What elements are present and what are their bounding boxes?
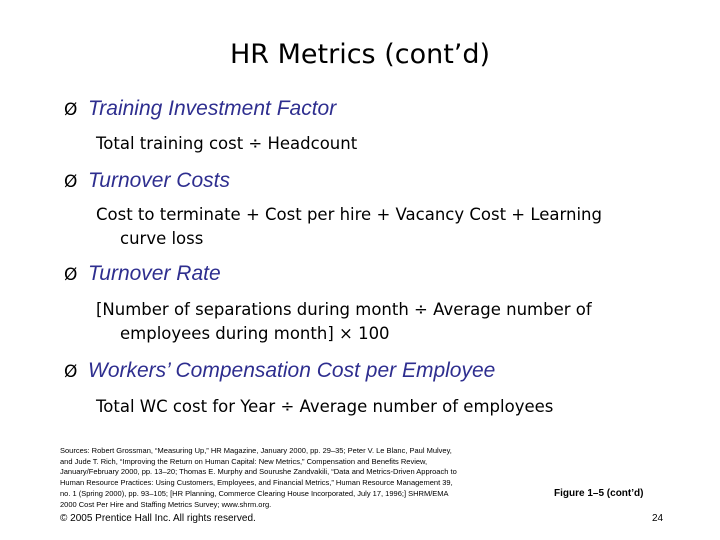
detail-workers-compensation [96,395,553,419]
sources-line: January/February 2000, pp. 13–20; Thomas E. Murphy and Sourushe Zandvakili, “Data and Metrics-Driven Approach to [60,467,457,477]
sources-line: Human Resource Practices: Using Customers, Employees, and Financial Metrics,” Human Resource Management 39, [60,478,453,488]
sources-line: no. 1 (Spring 2000), pp. 93–105; [HR Planning, Commerce Clearing House Incorporated, July 17, 1996;] SHRM/EMA [60,488,449,498]
bullet-training-investment-factor [64,96,336,123]
detail-line: [Number of separations during month ÷ Average number of [96,300,592,319]
bullet-turnover-costs [64,168,230,195]
sources-note [60,446,540,510]
bullet-turnover-rate [64,261,221,288]
detail-training-investment-factor [96,132,357,156]
figure-caption: Figure 1–5 (cont’d) [554,488,644,499]
arrow-bullet-icon: Ø [64,100,78,120]
sources-line: 2000 Cost Per Hire and Staffing Metrics Survey; www.shrm.org. [60,499,272,509]
page-number: 24 [652,513,664,524]
detail-line: curve loss [120,229,204,248]
arrow-bullet-icon: Ø [64,265,78,285]
detail-line: employees during month] × 100 [120,324,390,343]
slide-title: HR Metrics (cont’d) [229,39,491,70]
detail-line: Cost to terminate + Cost per hire + Vacancy Cost + Learning [96,205,602,224]
sources-line: Sources: Robert Grossman, “Measuring Up,” HR Magazine, January 2000, pp. 29–35; Peter V. Le Blanc, Paul Mulvey, [60,446,452,455]
detail-turnover-costs [96,203,602,251]
bullet-heading: Workers’ Compensation Cost per Employee [88,359,496,382]
bullet-heading: Turnover Rate [88,262,221,285]
detail-turnover-rate [96,298,592,346]
bullet-workers-compensation [64,358,495,385]
detail-line: Total training cost ÷ Headcount [96,134,358,153]
arrow-bullet-icon: Ø [64,362,78,382]
bullet-heading: Training Investment Factor [88,97,337,120]
copyright-notice: © 2005 Prentice Hall Inc. All rights reserved. [60,513,256,524]
detail-line: Total WC cost for Year ÷ Average number of employees [96,397,554,416]
arrow-bullet-icon: Ø [64,172,78,192]
sources-line: and Jude T. Rich, “Improving the Return on Human Capital: New Metrics,” Compensation and Benefits Review, [60,456,428,466]
bullet-heading: Turnover Costs [88,169,230,192]
